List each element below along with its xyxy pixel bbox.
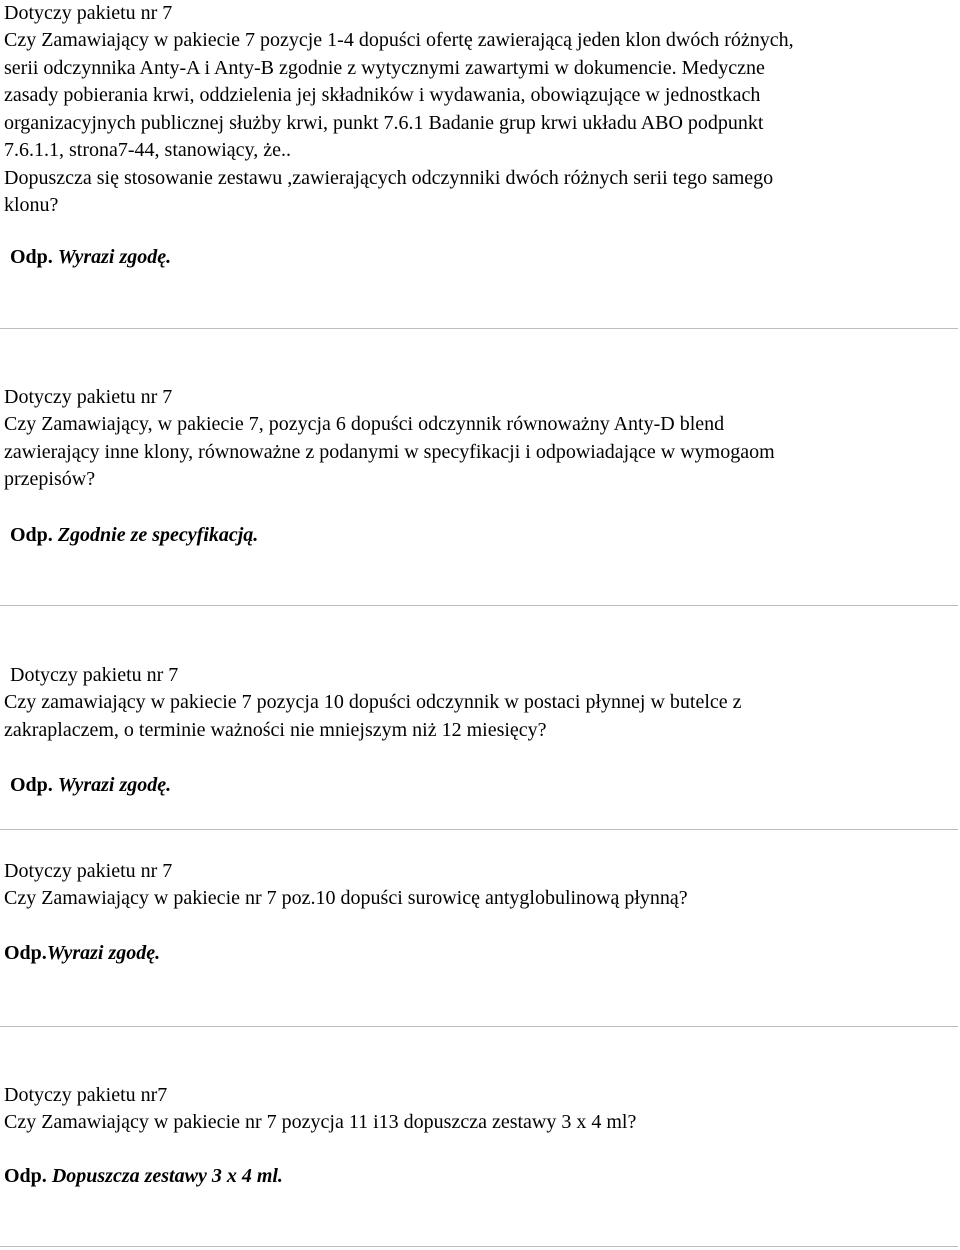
- question-line: klonu?: [4, 194, 59, 216]
- section-divider: [0, 829, 958, 830]
- section-heading: Dotyczy pakietu nr7: [4, 1084, 168, 1106]
- question-block-5: [4, 1082, 954, 1137]
- answer-prefix: Odp.: [4, 942, 47, 964]
- answer-text: Wyrazi zgodę.: [57, 774, 172, 796]
- section-heading: Dotyczy pakietu nr 7: [4, 386, 173, 408]
- section-heading: Dotyczy pakietu nr 7: [10, 664, 179, 686]
- section-divider: [0, 328, 958, 329]
- question-block-3: [10, 662, 960, 689]
- question-line: zakraplaczem, o terminie ważności nie mniejszym niż 12 miesięcy?: [4, 718, 547, 741]
- section-heading: Dotyczy pakietu nr 7: [4, 2, 173, 24]
- answer-line: [10, 522, 258, 549]
- answer-text: Zgodnie ze specyfikacją.: [57, 524, 259, 546]
- answer-text: Wyrazi zgodę.: [57, 246, 172, 268]
- question-line: przepisów?: [4, 468, 96, 490]
- section-heading: Dotyczy pakietu nr 7: [4, 860, 173, 882]
- question-line: zawierający inne klony, równoważne z podanymi w specyfikacji i odpowiadające w wymogaom: [4, 440, 775, 463]
- question-line: Czy Zamawiający w pakiecie 7 pozycje 1-4 dopuści ofertę zawierającą jeden klon dwóch różnych,: [4, 29, 794, 51]
- answer-prefix: Odp.: [10, 524, 53, 546]
- section-divider: [0, 605, 958, 606]
- answer-prefix: Odp.: [10, 774, 53, 796]
- answer-line: [10, 244, 171, 271]
- question-block-2: [4, 384, 954, 494]
- answer-prefix: Odp.: [10, 246, 53, 268]
- answer-line: [4, 940, 160, 967]
- question-line: zasady pobierania krwi, oddzielenia jej składników i wydawania, obowiązujące w jednostkach: [4, 84, 761, 106]
- question-block-3-text: [4, 689, 954, 744]
- question-line: serii odczynnika Anty-A i Anty-B zgodnie z wytycznymi zawartymi w dokumencie. Medyczne: [4, 56, 765, 79]
- question-line: 7.6.1.1, strona7-44, stanowiący, że..: [4, 139, 291, 161]
- question-line: Czy Zamawiający w pakiecie nr 7 poz.10 dopuści surowicę antyglobulinową płynną?: [4, 887, 688, 909]
- question-line: Czy Zamawiający w pakiecie nr 7 pozycja 11 i13 dopuszcza zestawy 3 x 4 ml?: [4, 1111, 637, 1133]
- question-block-4: [4, 858, 954, 913]
- answer-text: Wyrazi zgodę.: [46, 942, 161, 964]
- question-block-1: [4, 0, 954, 220]
- section-divider: [0, 1246, 958, 1247]
- answer-line: [10, 772, 171, 799]
- answer-line: [4, 1163, 283, 1190]
- section-divider: [0, 1026, 958, 1027]
- question-line: organizacyjnych publicznej służby krwi, punkt 7.6.1 Badanie grup krwi układu ABO podpunkt: [4, 111, 764, 134]
- question-line: Dopuszcza się stosowanie zestawu ,zawierających odczynniki dwóch różnych serii tego samego: [4, 166, 774, 189]
- answer-prefix: Odp.: [4, 1165, 47, 1187]
- answer-text: Dopuszcza zestawy 3 x 4 ml.: [51, 1165, 283, 1187]
- question-line: Czy Zamawiający, w pakiecie 7, pozycja 6 dopuści odczynnik równoważny Anty-D blend: [4, 413, 725, 435]
- question-line: Czy zamawiający w pakiecie 7 pozycja 10 dopuści odczynnik w postaci płynnej w butelce z: [4, 691, 742, 713]
